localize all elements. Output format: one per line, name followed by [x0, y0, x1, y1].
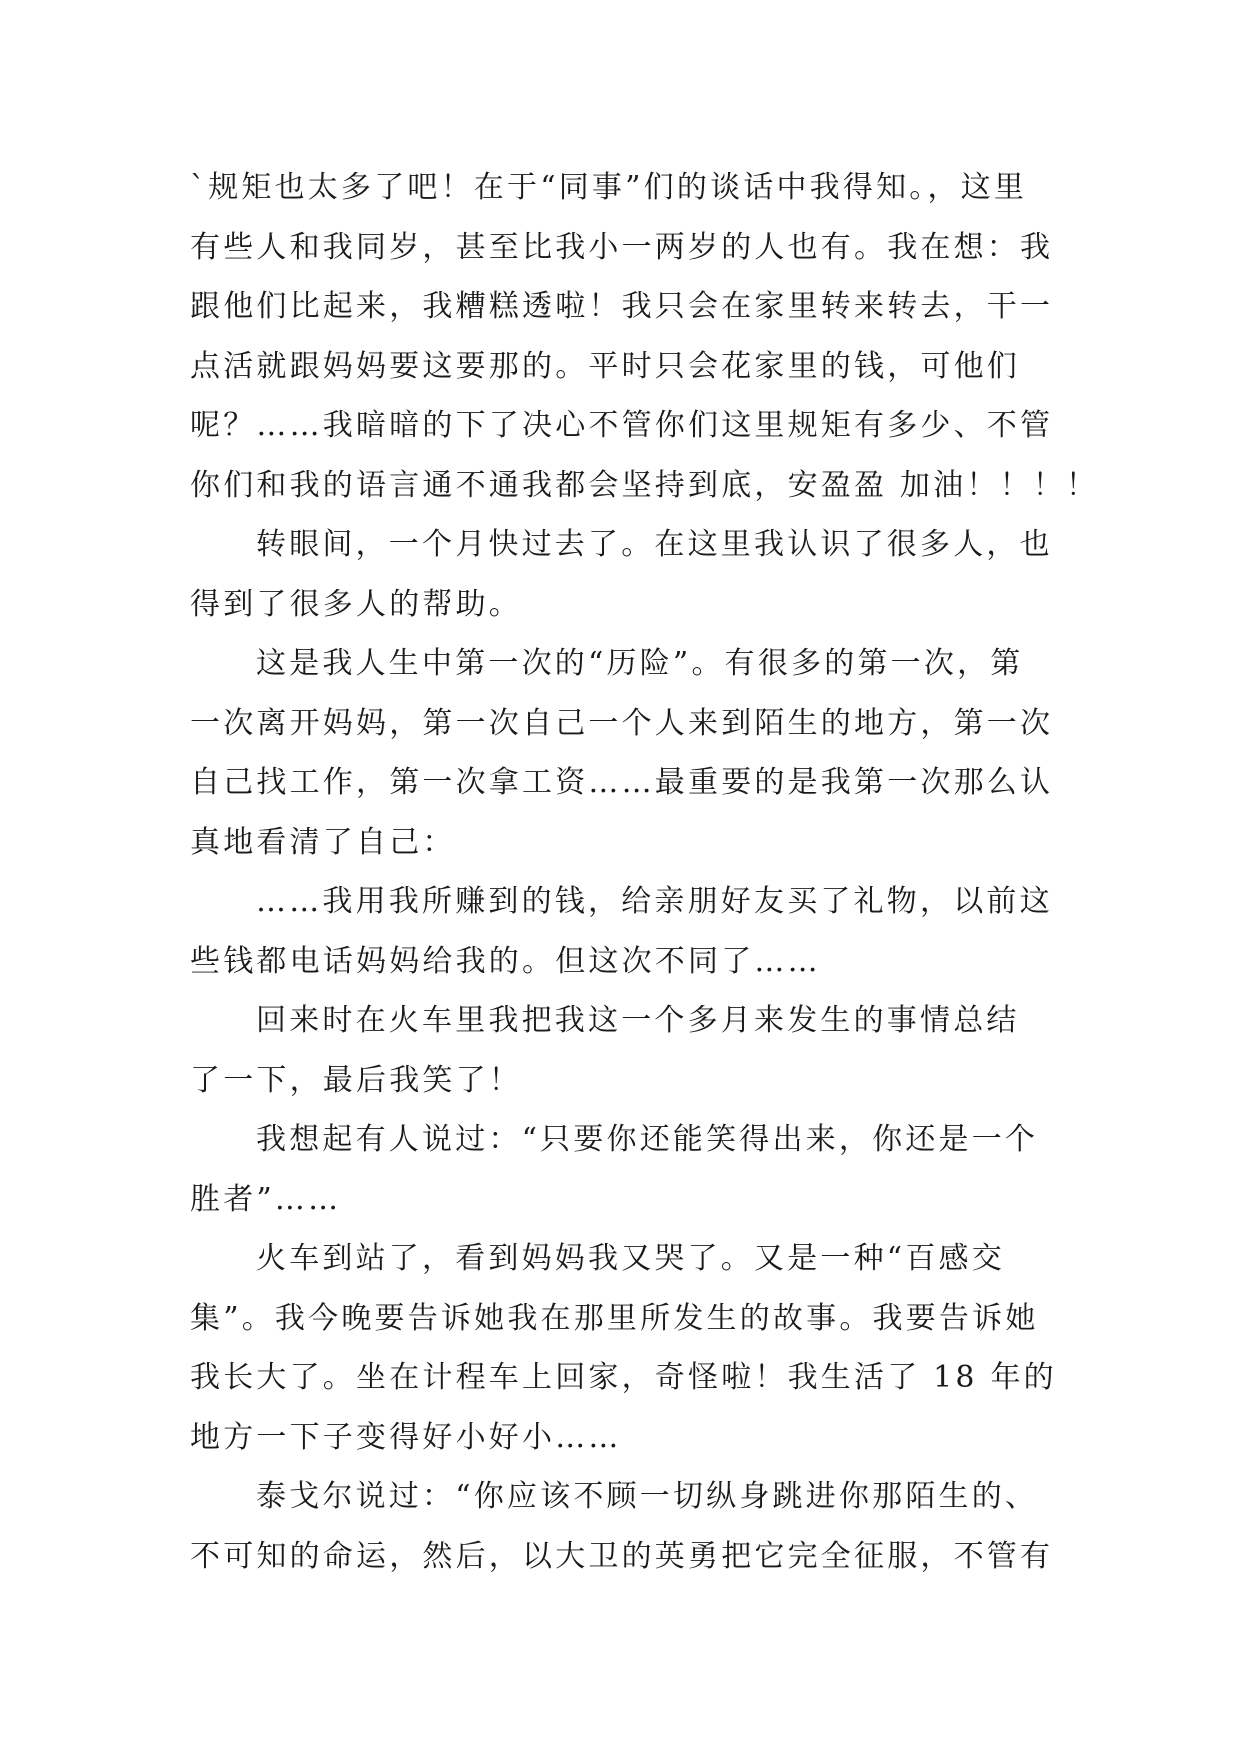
text-line: 一次离开妈妈，第一次自己一个人来到陌生的地方，第一次 [190, 705, 1054, 741]
text-line: 泰戈尔说过：“你应该不顾一切纵身跳进你那陌生的、 [256, 1479, 1039, 1514]
body-text [190, 158, 1100, 1586]
text-line: 点活就跟妈妈要这要那的。平时只会花家里的钱，可他们 [190, 348, 1020, 384]
text-line: 自己找工作，第一次拿工资……最重要的是我第一次那么认 [190, 765, 1054, 800]
text-line: 胜者”…… [190, 1181, 342, 1217]
text-line: 我想起有人说过：“只要你还能笑得出来，你还是一个 [256, 1122, 1039, 1157]
text-line: 有些人和我同岁，甚至比我小一两岁的人也有。我在想：我 [190, 229, 1054, 265]
text-line: 我长大了。坐在计程车上回家，奇怪啦！我生活了 18 年的 [190, 1360, 1057, 1395]
text-line: 跟他们比起来，我糟糕透啦！我只会在家里转来转去，干一 [190, 289, 1054, 324]
text-line: `规矩也太多了吧！在于“同事”们的谈话中我得知。，这里 [190, 170, 1028, 205]
text-line: ……我用我所赚到的钱，给亲朋好友买了礼物，以前这 [256, 884, 1053, 919]
text-line: 火车到站了，看到妈妈我又哭了。又是一种“百感交 [256, 1241, 1005, 1276]
text-line: 呢？……我暗暗的下了决心不管你们这里规矩有多少、不管 [190, 408, 1054, 443]
text-line: 回来时在火车里我把我这一个多月来发生的事情总结 [256, 1003, 1020, 1038]
text-line: 得到了很多人的帮助。 [190, 586, 522, 622]
text-line: 不可知的命运，然后，以大卫的英勇把它完全征服，不管有 [190, 1538, 1054, 1574]
text-line: 地方一下子变得好小好小…… [190, 1419, 622, 1455]
text-line: 了一下，最后我笑了！ [190, 1062, 522, 1098]
text-line: 真地看清了自己： [190, 824, 456, 860]
text-line: 这是我人生中第一次的“历险”。有很多的第一次，第 [256, 646, 1024, 681]
text-line: 些钱都电话妈妈给我的。但这次不同了…… [190, 943, 821, 979]
text-line: 转眼间，一个月快过去了。在这里我认识了很多人，也 [256, 527, 1053, 562]
text-line: 你们和我的语言通不通我都会坚持到底，安盈盈 加油！！！！ [190, 467, 1100, 503]
text-line: 集”。我今晚要告诉她我在那里所发生的故事。我要告诉她 [190, 1300, 1039, 1336]
